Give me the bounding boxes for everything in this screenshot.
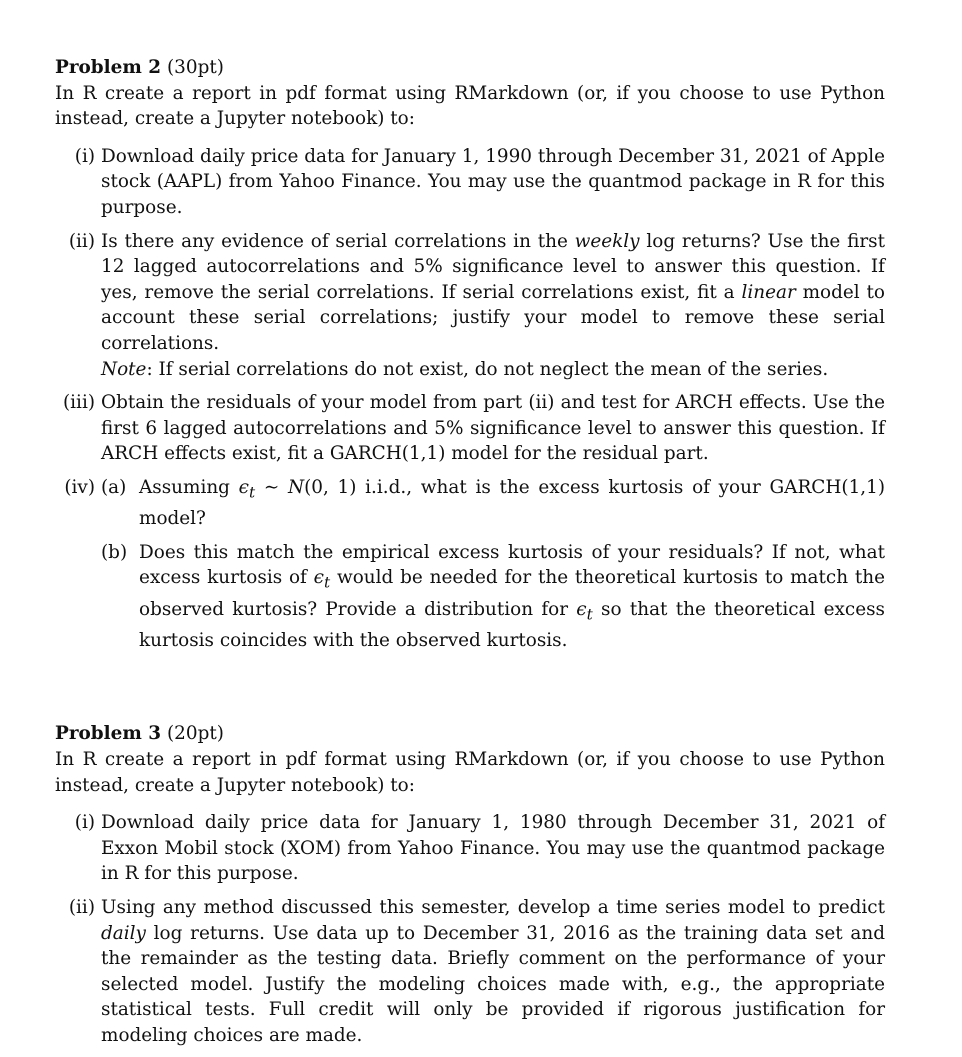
text-segment: log returns. Use data up to December 31, 2016 as the training data set and the remainder as the testing data. Briefly comment on the performance of your selected model. Justify the modeling choices made with, e.g., the appropriate statistical tests. Full credit will only be provided if rigorous justification for modeling choices are made. xyxy=(101,922,885,1047)
problem-item xyxy=(55,810,885,887)
problem-item xyxy=(55,475,885,662)
problem-points: (30pt) xyxy=(167,57,224,78)
subitem xyxy=(101,540,885,654)
problem-intro: In R create a report in pdf format using RMarkdown (or, if you choose to use Python instead, create a Jupyter notebook) to: xyxy=(55,82,885,130)
math-symbol: ϵ xyxy=(576,598,587,620)
item-label: (i) xyxy=(74,812,95,834)
item-label: (ii) xyxy=(68,897,95,919)
item-text: Download daily price data for January 1, 1980 through December 31, 2021 of Exxon Mobil stock (XOM) from Yahoo Finance. You may use the quantmod package in R for this purpose. xyxy=(101,812,885,885)
emphasis-text: daily xyxy=(101,922,146,944)
text-segment: Is there any evidence of serial correlations in the xyxy=(101,230,575,252)
problem-item xyxy=(55,895,885,1049)
problem-item-list xyxy=(55,144,885,662)
math-symbol: ϵ xyxy=(313,567,324,589)
subitem xyxy=(101,475,885,532)
problem-item xyxy=(55,229,885,383)
emphasis-text: weekly xyxy=(574,230,640,252)
text-segment: Assuming xyxy=(139,476,239,498)
subitem-list xyxy=(101,475,885,662)
problem-heading xyxy=(55,55,885,81)
text-segment: so that the theoretical excess kurtosis coincides with the observed kurtosis. xyxy=(139,598,885,651)
problem-item xyxy=(55,144,885,221)
problem-title: Problem 3 xyxy=(55,723,161,745)
problem-intro: In R create a report in pdf format using RMarkdown (or, if you choose to use Python instead, create a Jupyter notebook) to: xyxy=(55,749,885,796)
item-label: (i) xyxy=(74,145,95,167)
problem-points: (20pt) xyxy=(167,723,224,745)
problem-title: Problem 2 xyxy=(55,57,161,78)
text-segment: Does this match the empirical excess kurtosis of your residuals? If not, what excess kurtosis of xyxy=(139,541,885,589)
item-text: Obtain the residuals of your model from part (ii) and test for ARCH effects. Use the first 6 lagged autocorrelations and 5% significance level to answer this question. If ARCH effects exist, fit a GARCH(1,1) model for the residual part. xyxy=(101,392,885,465)
document-page xyxy=(55,55,885,1057)
item-text: Download daily price data for January 1, 1990 through December 31, 2021 of Apple stock (AAPL) from Yahoo Finance. You may use the quantmod package in R for this purpose. xyxy=(101,145,885,218)
note-text: : If serial correlations do not exist, do not neglect the mean of the series. xyxy=(146,358,829,380)
problem-3 xyxy=(55,721,885,1048)
subitem-label: (a) xyxy=(101,476,127,498)
math-subscript: t xyxy=(586,605,593,624)
math-symbol: ϵ xyxy=(238,476,249,498)
item-text xyxy=(101,895,885,1049)
text-segment: ∼ xyxy=(255,476,289,498)
item-label: (ii) xyxy=(68,230,95,252)
math-subscript: t xyxy=(323,574,331,593)
item-text xyxy=(101,229,885,383)
subitem-label: (b) xyxy=(101,541,128,563)
problem-2 xyxy=(55,55,885,661)
problem-heading xyxy=(55,721,885,747)
item-label: (iii) xyxy=(63,392,95,414)
text-segment: would be needed for the theoretical kurtosis to match the observed kurtosis? Provide a distribution for xyxy=(139,567,885,620)
subitem-text xyxy=(139,475,885,532)
problem-item-list xyxy=(55,810,885,1048)
text-segment: log returns? Use the first 12 lagged autocorrelations and 5% significance level to answer this question. If yes, remove the serial correlations. If serial correlations exist, fit a xyxy=(101,230,885,303)
note-label: Note xyxy=(101,358,147,380)
note-line xyxy=(101,357,885,383)
math-symbol: N xyxy=(288,476,305,498)
math-subscript: t xyxy=(248,483,256,502)
problem-item xyxy=(55,390,885,467)
subitem-text xyxy=(139,540,885,654)
text-segment: (0, 1) i.i.d., what is the excess kurtosis of your GARCH(1,1) model? xyxy=(139,476,886,530)
emphasis-text: linear xyxy=(741,281,796,303)
text-segment: Using any method discussed this semester, develop a time series model to predict xyxy=(101,897,885,919)
text-segment: model to account these serial correlations; justify your model to remove these serial correlations. xyxy=(101,281,886,354)
item-label: (iv) xyxy=(64,476,95,498)
